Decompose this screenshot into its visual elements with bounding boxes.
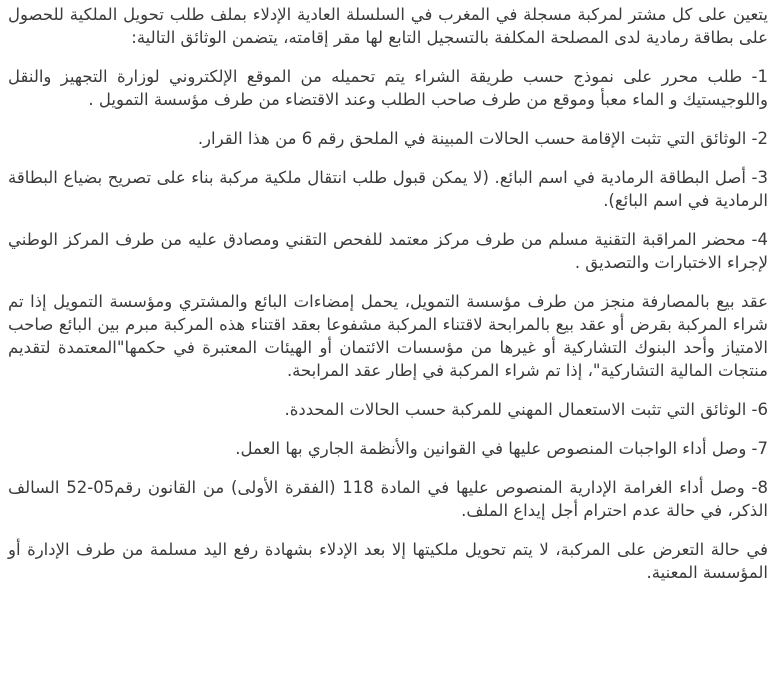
item-4-paragraph: 4- محضر المراقبة التقنية مسلم من طرف مركز معتمد للفحص التقني ومصادق عليه من طرف المركز الوطني لإجراء الاختبارات والتصديق . <box>8 230 768 272</box>
document-body <box>8 0 768 600</box>
intro-paragraph: يتعين على كل مشتر لمركبة مسجلة في المغرب في السلسلة العادية الإدلاء بملف طلب تحويل الملكية للحصول على بطاقة رمادية لدى المصلحة المكلفة بالتسجيل التابع لها مقر إقامته، يتضمن الوثائق التالية: <box>8 5 768 47</box>
item-6-paragraph: 6- الوثائق التي تثبت الاستعمال المهني للمركبة حسب الحالات المحددة. <box>284 400 768 419</box>
item-2-paragraph: 2- الوثائق التي تثبت الإقامة حسب الحالات المبينة في الملحق رقم 6 من هذا القرار. <box>197 129 768 148</box>
item-7-paragraph: 7- وصل أداء الواجبات المنصوص عليها في القوانين والأنظمة الجاري بها العمل. <box>235 439 768 458</box>
sale-contract-paragraph: عقد بيع بالمصارفة منجز من طرف مؤسسة التمويل، يحمل إمضاءات البائع والمشتري ومؤسسة التمويل إذا تم شراء المركبة بقرض أو عقد بيع بالمرابحة لاقتناء المركبة مشفوعا بعقد اقتناء هذه المركبة مبرم بين البائع صاحب الامتياز وأحد البنوك التشاركية أو غيرها من مؤسسات الائتمان أو الهيئات المعتبرة في حكمها"المعتمدة لتقديم منتجات المالية التشاركية"، إذا تم شراء المركبة في إطار عقد المرابحة. <box>8 292 768 380</box>
item-8-paragraph: 8- وصل أداء الغرامة الإدارية المنصوص عليها في المادة 118 (الفقرة الأولى) من القانون رقم05-52 السالف الذكر، في حالة عدم احترام أجل إيداع الملف. <box>8 478 768 520</box>
item-3-paragraph: 3- أصل البطاقة الرمادية في اسم البائع. (لا يمكن قبول طلب انتقال ملكية مركبة بناء على تصريح بضياع البطاقة الرمادية في اسم البائع). <box>8 168 768 210</box>
closing-paragraph: في حالة التعرض على المركبة، لا يتم تحويل ملكيتها إلا بعد الإدلاء بشهادة رفع اليد مسلمة من طرف الإدارة أو المؤسسة المعنية. <box>8 540 768 582</box>
item-1-paragraph: 1- طلب محرر على نموذج حسب طريقة الشراء يتم تحميله من الموقع الإلكتروني لوزارة التجهيز والنقل واللوجيستيك و الماء معبأ وموقع من طرف صاحب الطلب وعند الاقتضاء من طرف مؤسسة التمويل . <box>8 67 768 109</box>
